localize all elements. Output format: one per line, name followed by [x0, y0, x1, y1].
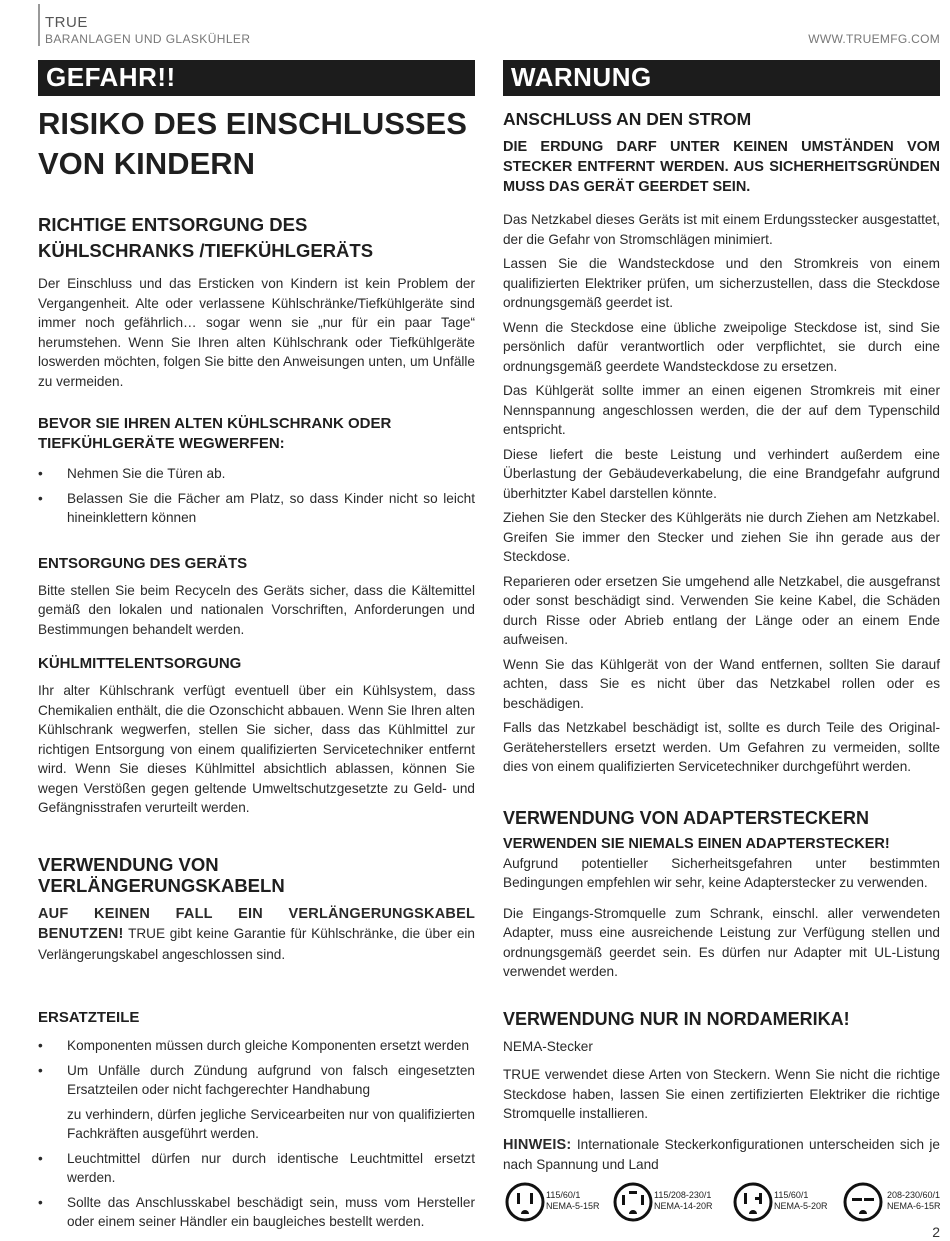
- list-item: [38, 1193, 475, 1232]
- list-item-text: Nehmen Sie die Türen ab.: [67, 466, 226, 481]
- power-paragraph: Falls das Netzkabel beschädigt ist, sollte es durch Teile des Original-Geräteherstellers ersetzt werden. Um Gefahren zu vermeiden, sollte dies von einem qualifizierten Servicetechniker durchgeführt werden.: [503, 720, 940, 774]
- note-label: HINWEIS:: [503, 1136, 572, 1153]
- extension-text: TRUE gibt keine Garantie für Kühlschränke, die über ein Verlängerungskabel angeschlossen sind.: [38, 926, 475, 962]
- extension-heading-line-2: VERLÄNGERUNGSKABELN: [38, 874, 285, 896]
- bullet: •: [38, 466, 43, 481]
- title-line-2: VON KINDERN: [38, 146, 256, 181]
- power-connection-heading: ANSCHLUSS AN DEN STROM: [503, 109, 752, 129]
- extension-cord-paragraph: [38, 904, 475, 965]
- header-divider: [38, 4, 40, 46]
- before-heading-line-2: TIEFKÜHLGERÄTE WEGWERFEN:: [38, 435, 285, 452]
- adapter-heading: VERWENDUNG VON ADAPTERSTECKERN: [503, 807, 870, 828]
- outlet-voltage: 115/60/1: [546, 1190, 581, 1200]
- bullet: •: [38, 1062, 43, 1078]
- power-paragraphs: [503, 210, 940, 777]
- disposal-heading-line-1: RICHTIGE ENTSORGUNG DES: [38, 214, 308, 235]
- outlet-type: NEMA-6-15R: [887, 1201, 941, 1211]
- nema-5-15r-outlet-icon: [505, 1182, 545, 1222]
- page-title: [38, 104, 475, 184]
- adapter-warning: VERWENDEN SIE NIEMALS EINEN ADAPTERSTECKER!: [503, 835, 890, 852]
- list-item-text: Leuchtmittel dürfen nur durch identische Leuchtmittel ersetzt werden.: [67, 1150, 475, 1185]
- device-disposal-paragraph: Bitte stellen Sie beim Recyceln des Geräts sicher, dass die Kältemittel gemäß den lokalen und nationalen Vorschriften, Anforderungen und Bestimmungen behandelt werden.: [38, 582, 475, 637]
- nema-5-20r-outlet-icon: [733, 1182, 773, 1222]
- nema-subheading: NEMA-Stecker: [503, 1038, 593, 1054]
- left-column: [38, 60, 475, 1232]
- before-disposal-list: [38, 464, 475, 528]
- extension-cord-heading: [38, 854, 475, 896]
- nema-14-20r-outlet-icon: [613, 1182, 653, 1222]
- nema-6-15r-outlet-icon: [843, 1182, 883, 1222]
- spare-parts-heading: ERSATZTEILE: [38, 1009, 140, 1026]
- outlet-type: NEMA-14-20R: [654, 1201, 713, 1211]
- list-item: [38, 1149, 475, 1188]
- warning-banner: WARNUNG: [503, 60, 940, 96]
- extension-warning: AUF KEINEN FALL EIN VERLÄNGERUNGSKABEL BENUTZEN!: [38, 905, 475, 942]
- right-column: [503, 60, 940, 1175]
- power-paragraph: Das Netzkabel dieses Geräts ist mit einem Erdungsstecker ausgestattet, der die Gefahr von Stromschlägen minimiert.: [503, 212, 940, 247]
- bullet: •: [38, 1150, 43, 1166]
- disposal-paragraph: Der Einschluss und das Ersticken von Kindern ist kein Problem der Vergangenheit. Alte oder verlassene Kühlschränke/Tiefkühlgeräte sind immer noch gefährlich… sogar wenn sie „nur für ein paar Tage“ herumstehen. Wenn Sie Ihren alten Kühlschrank oder Tiefkühlgeräte loswerden möchten, folgen Sie bitte den Anweisungen unten, um Unfälle zu vermeiden.: [38, 276, 475, 389]
- outlet-voltage: 115/208-230/1: [654, 1190, 712, 1200]
- north-america-paragraph: TRUE verwendet diese Arten von Steckern. Wenn Sie nicht die richtige Steckdose haben, lassen Sie einen zertifizierten Elektriker die richtige Stromquelle installieren.: [503, 1067, 940, 1121]
- outlet-label: [774, 1190, 828, 1212]
- bullet: •: [38, 490, 43, 506]
- north-america-heading: VERWENDUNG NUR IN NORDAMERIKA!: [503, 1008, 850, 1029]
- list-item-text: zu verhindern, dürfen jegliche Servicearbeiten nur von qualifizierten Fachkräften ausgeführt werden.: [67, 1106, 475, 1141]
- list-item-continuation: [38, 1105, 475, 1144]
- outlet-label: [546, 1190, 600, 1212]
- device-disposal-heading: ENTSORGUNG DES GERÄTS: [38, 554, 248, 572]
- outlet-voltage: 115/60/1: [774, 1190, 809, 1200]
- page-number: 2: [932, 1224, 940, 1240]
- adapter-paragraph-2: Die Eingangs-Stromquelle zum Schrank, einschl. aller verwendeten Adapter, muss eine ausreichende Leistung zur Verfügung stellen und ordnungsgemäß geerdet sein. Es dürfen nur Adapter mit UL-Listung verwendet werden.: [503, 905, 940, 979]
- website-link[interactable]: WWW.TRUEMFG.COM: [808, 32, 940, 46]
- grounding-warning: DIE ERDUNG DARF UNTER KEINEN UMSTÄNDEN VOM STECKER ENTFERNT WERDEN. AUS SICHERHEITSGRÜNDEN MUSS DAS GERÄT GEERDET SEIN.: [503, 139, 940, 195]
- title-line-1: RISIKO DES EINSCHLUSSES: [38, 106, 467, 141]
- power-paragraph: Das Kühlgerät sollte immer an einen eigenen Stromkreis mit einer Nennspannung angeschlossen werden, die der auf dem Typenschild entspricht.: [503, 383, 940, 437]
- power-paragraph: Ziehen Sie den Stecker des Kühlgeräts nie durch Ziehen am Netzkabel. Greifen Sie immer den Stecker und ziehen Sie ihn gerade aus der Steckdose.: [503, 510, 940, 564]
- danger-banner: GEFAHR!!: [38, 60, 475, 96]
- list-item: [38, 1036, 475, 1056]
- bullet: •: [38, 1038, 43, 1053]
- disposal-heading: [38, 212, 475, 264]
- outlet-type: NEMA-5-20R: [774, 1201, 828, 1211]
- outlet-label: [654, 1190, 713, 1212]
- list-item: [38, 464, 475, 484]
- extension-heading-line-1: VERWENDUNG VON: [38, 853, 219, 875]
- power-paragraph: Diese liefert die beste Leistung und verhindert außerdem eine Überlastung der Gebäudeverkabelung, die eine Brandgefahr aufgrund überhitzter Kabel darstellen könnte.: [503, 446, 940, 501]
- bullet: •: [38, 1194, 43, 1210]
- brand-name: TRUE: [45, 14, 88, 31]
- page-header: [0, 0, 950, 50]
- refrigerant-paragraph: Ihr alter Kühlschrank verfügt eventuell über ein Kühlsystem, dass Chemikalien enthält, die die Ozonschicht abbauen. Wenn Sie Ihren alten Kühlschrank wegwerfen, stellen Sie sicher, dass das Kühlmittel zur richtigen Entsorgung von einem qualifizierten Servicetechniker entfernt wird. Wenn Sie dieses Kühlmittel absichtlich ablassen, können Sie wegen Verstößen gegen geltende Umweltschutzgesetzte zu Geld- und Gefängnisstrafen verurteilt werden.: [38, 683, 475, 815]
- disposal-heading-line-2: KÜHLSCHRANKS /TIEFKÜHLGERÄTS: [38, 240, 374, 261]
- brand-subtitle: BARANLAGEN UND GLASKÜHLER: [45, 32, 251, 46]
- power-paragraph: Wenn die Steckdose eine übliche zweipolige Steckdose ist, sind Sie persönlich dafür verantwortlich oder verpflichtet, sie durch eine ordnungsgemäß geerdete Wandsteckdose zu ersetzen.: [503, 319, 940, 374]
- refrigerant-heading: KÜHLMITTELENTSORGUNG: [38, 655, 242, 672]
- note-paragraph: [503, 1135, 940, 1175]
- list-item: [38, 1061, 475, 1100]
- list-item-text: Sollte das Anschlusskabel beschädigt sein, muss vom Hersteller oder einem seiner Händler ein baugleiches bestellt werden.: [67, 1194, 475, 1229]
- adapter-paragraph-1: Aufgrund potentieller Sicherheitsgefahren unter bestimmten Bedingungen empfehlen wir sehr, keine Adapterstecker zu verwenden.: [503, 855, 940, 890]
- power-paragraph: Wenn Sie das Kühlgerät von der Wand entfernen, sollten Sie darauf achten, dass Sie es nicht über das Netzkabel rollen oder es beschädigen.: [503, 656, 940, 711]
- list-item-text: Belassen Sie die Fächer am Platz, so dass Kinder nicht so leicht hineinklettern können: [67, 490, 475, 525]
- list-item-text: Um Unfälle durch Zündung aufgrund von falsch eingesetzten Ersatzteilen oder nicht fachgerechter Handhabung: [67, 1062, 475, 1097]
- before-disposal-heading: [38, 414, 475, 454]
- spare-parts-list: [38, 1036, 475, 1232]
- power-paragraph: Reparieren oder ersetzen Sie umgehend alle Netzkabel, die ausgefranst oder sonst beschädigt sind. Verwenden Sie keine Kabel, die Schäden durch Risse oder Abrieb entlang der Länge oder an einem Ende aufweisen.: [503, 573, 940, 647]
- list-item: [38, 489, 475, 528]
- power-paragraph: Lassen Sie die Wandsteckdose und den Stromkreis von einem qualifizierten Elektriker prüfen, um sicherzustellen, dass die Steckdose ordnungsgemäß geerdet ist.: [503, 256, 940, 310]
- list-item-text: Komponenten müssen durch gleiche Komponenten ersetzt werden: [67, 1038, 470, 1053]
- before-heading-line-1: BEVOR SIE IHREN ALTEN KÜHLSCHRANK ODER: [38, 415, 392, 432]
- outlet-voltage: 208-230/60/1: [887, 1190, 941, 1200]
- nema-outlet-row: [503, 1182, 940, 1228]
- outlet-label: [887, 1190, 941, 1212]
- note-text: Internationale Steckerkonfigurationen unterscheiden sich je nach Spannung und Land: [503, 1136, 940, 1172]
- outlet-type: NEMA-5-15R: [546, 1201, 600, 1211]
